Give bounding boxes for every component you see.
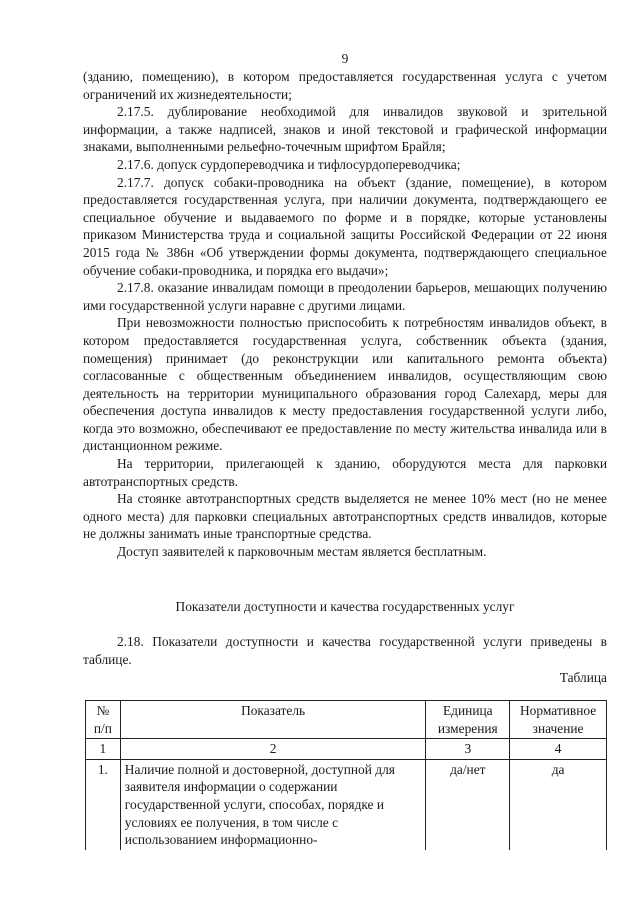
paragraph-parking-free: Доступ заявителей к парковочным местам является бесплатным. xyxy=(117,544,487,560)
header-indicator: Показатель xyxy=(120,701,426,739)
header-value: Нормативное значение xyxy=(510,701,607,739)
paragraph-2-18: 2.18. Показатели доступности и качества государственной услуги приведены в таблице. xyxy=(83,634,607,667)
table-header-row xyxy=(86,701,607,739)
column-number-2: 2 xyxy=(120,739,426,760)
row-num: 1. xyxy=(86,759,121,849)
header-num: № п/п xyxy=(86,701,121,739)
column-number-1: 1 xyxy=(86,739,121,760)
indicators-table xyxy=(85,700,607,850)
paragraph-continuation: (зданию, помещению), в котором предоставляется государственная услуга с учетом ограничений их жизнедеятельности; xyxy=(83,69,607,102)
row-value: да xyxy=(510,759,607,849)
column-number-4: 4 xyxy=(510,739,607,760)
paragraph-2-17-6: 2.17.6. допуск сурдопереводчика и тифлосурдопереводчика; xyxy=(117,156,461,172)
table-label: Таблица xyxy=(559,670,607,685)
paragraph-inability: При невозможности полностью приспособить к потребностям инвалидов объект, в котором предоставляется государственная услуга, собственник объекта (здания, помещения) принимает (до реконструкции или капитального ремонта объекта) согласованные с общественным объединением инвалидов, осуществляющим свою деятельность на территории муниципального образования город Салехард, меры для обеспечения доступа инвалидов к месту предоставления государственной услуги либо, когда это возможно, обеспечивают ее предоставление по месту жительства инвалида или в дистанционном режиме. xyxy=(83,315,607,454)
paragraph-parking-territory: На территории, прилегающей к зданию, оборудуются места для парковки автотранспортных средств. xyxy=(83,456,607,489)
section-heading: Показатели доступности и качества государственных услуг xyxy=(175,599,515,614)
paragraph-2-17-8: 2.17.8. оказание инвалидам помощи в преодолении барьеров, мешающих получению ими государственной услуги наравне с другими лицами. xyxy=(83,280,607,313)
paragraph-2-17-7: 2.17.7. допуск собаки-проводника на объект (здание, помещение), в котором предоставляется государственная услуга, при наличии документа, подтверждающего ее специальное обучение и выдаваемого по форме и в порядке, которые установлены приказом Министерства труда и социальной защиты Российской Федерации от 22 июня 2015 года № 386н «Об утверждении формы документа, подтверждающего специальное обучение собаки-проводника, и порядка его выдачи»; xyxy=(83,174,607,278)
row-indicator: Наличие полной и достоверной, доступной для заявителя информации о содержании государственной услуги, способах, порядке и условиях ее получения, в том числе с использованием информационно- xyxy=(120,759,426,849)
column-number-3: 3 xyxy=(426,739,510,760)
table-row xyxy=(86,759,607,849)
page-number: 9 xyxy=(341,51,349,66)
paragraph-parking-quota: На стоянке автотранспортных средств выделяется не менее 10% мест (но не менее одного места) для парковки специальных автотранспортных средств инвалидов, которые не должны занимать иные транспортные средства. xyxy=(83,491,607,542)
row-unit: да/нет xyxy=(426,759,510,849)
table-column-number-row xyxy=(86,739,607,760)
body-text xyxy=(83,68,607,561)
header-unit: Единица измерения xyxy=(426,701,510,739)
paragraph-2-17-5: 2.17.5. дублирование необходимой для инвалидов звуковой и зрительной информации, а также надписей, знаков и иной текстовой и графической информации знаками, выполненными рельефно-точечным шрифтом Брайля; xyxy=(83,104,607,155)
